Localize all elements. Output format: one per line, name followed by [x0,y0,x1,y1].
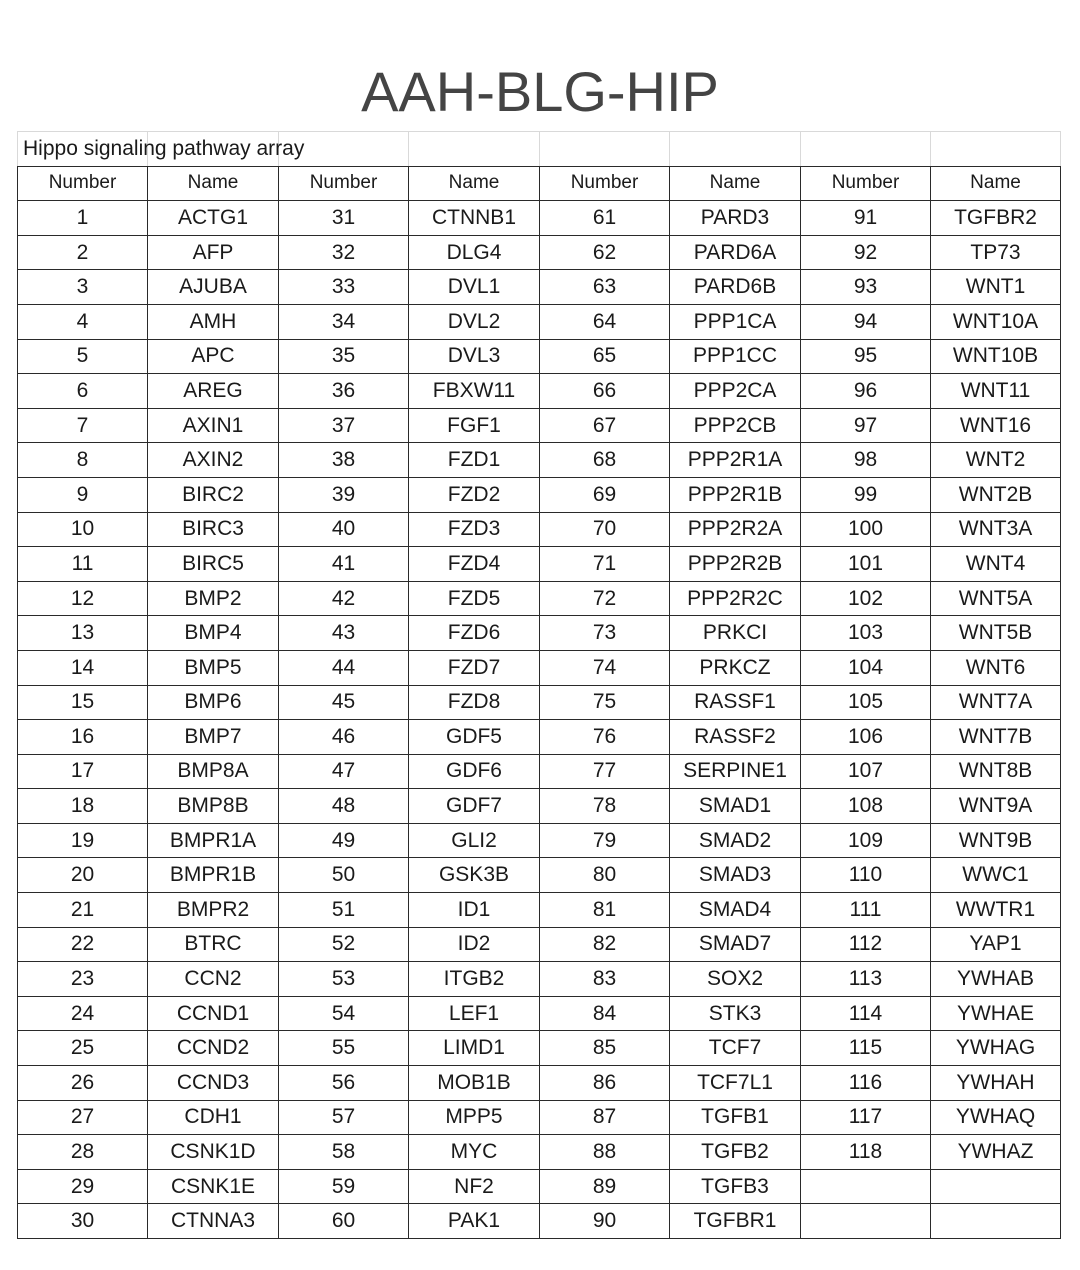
number-cell: 50 [279,858,409,893]
number-cell: 49 [279,823,409,858]
gene-name-cell: WNT11 [931,374,1061,409]
table-row [18,547,1061,582]
number-cell: 111 [801,893,931,928]
number-cell: 4 [18,304,148,339]
number-cell: 98 [801,443,931,478]
number-cell: 82 [540,927,670,962]
number-cell: 53 [279,962,409,997]
number-cell: 77 [540,754,670,789]
gene-name-cell: YAP1 [931,927,1061,962]
table-row [18,1135,1061,1170]
number-cell: 22 [18,927,148,962]
gene-name-cell: ID1 [409,893,540,928]
gene-name-cell: CTNNB1 [409,201,540,236]
number-cell: 43 [279,616,409,651]
gene-name-cell: FZD6 [409,616,540,651]
gene-name-cell: STK3 [670,996,801,1031]
number-cell: 51 [279,893,409,928]
gene-name-cell: PRKCZ [670,650,801,685]
number-cell: 96 [801,374,931,409]
gene-name-cell: WNT9B [931,823,1061,858]
gene-name-cell: WWC1 [931,858,1061,893]
gene-name-cell: BMP8A [148,754,279,789]
gene-name-cell: AJUBA [148,270,279,305]
gene-name-cell: BMP8B [148,789,279,824]
gene-name-cell: YWHAB [931,962,1061,997]
number-cell: 69 [540,477,670,512]
number-cell: 13 [18,616,148,651]
gene-name-cell: WNT4 [931,547,1061,582]
gene-name-cell: WNT9A [931,789,1061,824]
number-cell: 105 [801,685,931,720]
gene-name-cell: WWTR1 [931,893,1061,928]
table-row [18,1031,1061,1066]
number-cell: 83 [540,962,670,997]
column-header-number: Number [279,166,409,201]
number-cell: 112 [801,927,931,962]
number-cell: 29 [18,1169,148,1204]
gene-name-cell: PARD6B [670,270,801,305]
gene-name-cell: GLI2 [409,823,540,858]
number-cell: 113 [801,962,931,997]
table-row [18,858,1061,893]
number-cell: 63 [540,270,670,305]
gene-name-cell: TGFBR2 [931,201,1061,236]
number-cell: 5 [18,339,148,374]
number-cell: 73 [540,616,670,651]
number-cell: 37 [279,408,409,443]
number-cell: 94 [801,304,931,339]
number-cell: 72 [540,581,670,616]
gene-name-cell: CCND1 [148,996,279,1031]
gene-name-cell: MYC [409,1135,540,1170]
number-cell: 118 [801,1135,931,1170]
gene-name-cell: BIRC2 [148,477,279,512]
table-row [18,1169,1061,1204]
gene-name-cell: FZD8 [409,685,540,720]
number-cell: 58 [279,1135,409,1170]
gene-name-cell: WNT8B [931,754,1061,789]
gene-name-cell: WNT10B [931,339,1061,374]
page-title: AAH-BLG-HIP [361,60,719,123]
gene-name-cell: PAK1 [409,1204,540,1239]
number-cell: 89 [540,1169,670,1204]
number-cell: 16 [18,720,148,755]
number-cell: 67 [540,408,670,443]
number-cell: 103 [801,616,931,651]
number-cell: 87 [540,1100,670,1135]
number-cell: 31 [279,201,409,236]
number-cell: 74 [540,650,670,685]
gene-name-cell: PPP1CC [670,339,801,374]
number-cell: 15 [18,685,148,720]
number-cell: 36 [279,374,409,409]
table-row [18,685,1061,720]
gene-name-cell: WNT3A [931,512,1061,547]
gene-name-cell: BMPR2 [148,893,279,928]
gene-name-cell: TP73 [931,235,1061,270]
number-cell: 71 [540,547,670,582]
gene-name-cell: APC [148,339,279,374]
gene-name-cell: WNT1 [931,270,1061,305]
gene-name-cell: TGFBR1 [670,1204,801,1239]
gene-name-cell: RASSF1 [670,685,801,720]
number-cell: 55 [279,1031,409,1066]
gene-name-cell: ACTG1 [148,201,279,236]
number-cell: 61 [540,201,670,236]
column-header-name: Name [409,166,540,201]
gene-name-cell: AXIN1 [148,408,279,443]
number-cell: 39 [279,477,409,512]
number-cell: 75 [540,685,670,720]
number-cell: 66 [540,374,670,409]
number-cell: 42 [279,581,409,616]
gene-name-cell: FZD3 [409,512,540,547]
number-cell: 59 [279,1169,409,1204]
gene-name-cell: WNT7A [931,685,1061,720]
table-row [18,616,1061,651]
table-row [18,374,1061,409]
number-cell: 23 [18,962,148,997]
gene-name-cell: TCF7L1 [670,1066,801,1101]
number-cell: 18 [18,789,148,824]
number-cell: 97 [801,408,931,443]
number-cell: 56 [279,1066,409,1101]
number-cell: 95 [801,339,931,374]
gene-name-cell: TCF7 [670,1031,801,1066]
gene-name-cell: FGF1 [409,408,540,443]
number-cell: 45 [279,685,409,720]
number-cell: 84 [540,996,670,1031]
gene-name-cell: FBXW11 [409,374,540,409]
number-cell: 46 [279,720,409,755]
number-cell: 9 [18,477,148,512]
gene-name-cell: PPP2R2A [670,512,801,547]
number-cell: 92 [801,235,931,270]
gene-name-cell: GDF6 [409,754,540,789]
number-cell: 85 [540,1031,670,1066]
number-cell: 30 [18,1204,148,1239]
number-cell: 11 [18,547,148,582]
gene-name-cell: CSNK1E [148,1169,279,1204]
empty-cell [931,1204,1061,1239]
gene-name-cell: WNT5B [931,616,1061,651]
gene-name-cell: DVL1 [409,270,540,305]
table-row [18,927,1061,962]
number-cell: 38 [279,443,409,478]
table-row [18,823,1061,858]
gene-name-cell: TGFB2 [670,1135,801,1170]
table-row [18,1100,1061,1135]
gene-name-cell: CCND3 [148,1066,279,1101]
gene-name-cell: YWHAZ [931,1135,1061,1170]
number-cell: 21 [18,893,148,928]
gene-name-cell: PPP2R2C [670,581,801,616]
column-header-number: Number [801,166,931,201]
number-cell: 81 [540,893,670,928]
gene-name-cell: WNT10A [931,304,1061,339]
number-cell: 88 [540,1135,670,1170]
number-cell: 20 [18,858,148,893]
number-cell: 14 [18,650,148,685]
empty-cell [931,1169,1061,1204]
gene-name-cell: SOX2 [670,962,801,997]
gene-name-cell: BMPR1A [148,823,279,858]
number-cell: 28 [18,1135,148,1170]
gene-name-cell: WNT2 [931,443,1061,478]
table-caption: Hippo signaling pathway array [18,132,148,167]
gene-name-cell: PPP1CA [670,304,801,339]
table-row [18,270,1061,305]
gene-name-cell: SMAD2 [670,823,801,858]
gene-name-cell: PARD6A [670,235,801,270]
number-cell: 1 [18,201,148,236]
table-row [18,581,1061,616]
table-row [18,650,1061,685]
caption-filler-cell [409,132,540,167]
number-cell: 6 [18,374,148,409]
number-cell: 80 [540,858,670,893]
gene-name-cell: WNT7B [931,720,1061,755]
number-cell: 44 [279,650,409,685]
number-cell: 68 [540,443,670,478]
number-cell: 90 [540,1204,670,1239]
table-row [18,962,1061,997]
number-cell: 70 [540,512,670,547]
gene-name-cell: CCN2 [148,962,279,997]
number-cell: 54 [279,996,409,1031]
table-row [18,408,1061,443]
gene-name-cell: PPP2R1A [670,443,801,478]
gene-name-cell: BMP2 [148,581,279,616]
gene-name-cell: FZD7 [409,650,540,685]
number-cell: 8 [18,443,148,478]
table-row [18,443,1061,478]
number-cell: 40 [279,512,409,547]
number-cell: 114 [801,996,931,1031]
gene-name-cell: SMAD4 [670,893,801,928]
gene-name-cell: WNT5A [931,581,1061,616]
number-cell: 115 [801,1031,931,1066]
gene-name-cell: TGFB3 [670,1169,801,1204]
table-row [18,996,1061,1031]
caption-filler-cell [931,132,1061,167]
gene-name-cell: LEF1 [409,996,540,1031]
table-row [18,789,1061,824]
number-cell: 52 [279,927,409,962]
gene-name-cell: YWHAH [931,1066,1061,1101]
number-cell: 93 [801,270,931,305]
gene-name-cell: PARD3 [670,201,801,236]
number-cell: 10 [18,512,148,547]
gene-name-cell: ID2 [409,927,540,962]
caption-filler-cell [801,132,931,167]
empty-cell [801,1169,931,1204]
column-header-number: Number [540,166,670,201]
number-cell: 76 [540,720,670,755]
table-row [18,754,1061,789]
gene-name-cell: SMAD3 [670,858,801,893]
gene-name-cell: WNT2B [931,477,1061,512]
gene-name-cell: YWHAE [931,996,1061,1031]
table-row [18,235,1061,270]
number-cell: 64 [540,304,670,339]
number-cell: 24 [18,996,148,1031]
column-header-number: Number [18,166,148,201]
gene-name-cell: LIMD1 [409,1031,540,1066]
number-cell: 35 [279,339,409,374]
gene-name-cell: CTNNA3 [148,1204,279,1239]
number-cell: 117 [801,1100,931,1135]
number-cell: 19 [18,823,148,858]
number-cell: 86 [540,1066,670,1101]
gene-array-table [17,131,1061,1239]
table-row [18,1204,1061,1239]
gene-name-cell: BIRC5 [148,547,279,582]
number-cell: 78 [540,789,670,824]
gene-name-cell: FZD2 [409,477,540,512]
number-cell: 32 [279,235,409,270]
column-header-name: Name [931,166,1061,201]
number-cell: 12 [18,581,148,616]
number-cell: 26 [18,1066,148,1101]
number-cell: 57 [279,1100,409,1135]
gene-name-cell: DVL2 [409,304,540,339]
number-cell: 107 [801,754,931,789]
gene-name-cell: FZD5 [409,581,540,616]
number-cell: 2 [18,235,148,270]
gene-name-cell: BMPR1B [148,858,279,893]
gene-name-cell: AXIN2 [148,443,279,478]
number-cell: 79 [540,823,670,858]
number-cell: 7 [18,408,148,443]
gene-name-cell: TGFB1 [670,1100,801,1135]
number-cell: 48 [279,789,409,824]
caption-filler-cell [540,132,670,167]
gene-name-cell: FZD1 [409,443,540,478]
table-row [18,304,1061,339]
table-row [18,893,1061,928]
gene-name-cell: GDF5 [409,720,540,755]
gene-name-cell: AFP [148,235,279,270]
gene-name-cell: WNT16 [931,408,1061,443]
gene-name-cell: MPP5 [409,1100,540,1135]
gene-name-cell: BTRC [148,927,279,962]
caption-filler-cell [670,132,801,167]
number-cell: 41 [279,547,409,582]
number-cell: 62 [540,235,670,270]
number-cell: 25 [18,1031,148,1066]
number-cell: 27 [18,1100,148,1135]
gene-name-cell: PPP2R1B [670,477,801,512]
number-cell: 65 [540,339,670,374]
gene-name-cell: PPP2CA [670,374,801,409]
gene-name-cell: PPP2CB [670,408,801,443]
table-row [18,477,1061,512]
gene-name-cell: GSK3B [409,858,540,893]
table-row [18,339,1061,374]
gene-name-cell: BIRC3 [148,512,279,547]
number-cell: 110 [801,858,931,893]
number-cell: 91 [801,201,931,236]
table-row [18,201,1061,236]
column-header-name: Name [148,166,279,201]
gene-name-cell: ITGB2 [409,962,540,997]
gene-name-cell: DVL3 [409,339,540,374]
number-cell: 99 [801,477,931,512]
gene-name-cell: BMP4 [148,616,279,651]
number-cell: 102 [801,581,931,616]
number-cell: 60 [279,1204,409,1239]
gene-name-cell: RASSF2 [670,720,801,755]
gene-name-cell: PPP2R2B [670,547,801,582]
number-cell: 116 [801,1066,931,1101]
gene-name-cell: BMP5 [148,650,279,685]
gene-name-cell: AMH [148,304,279,339]
gene-name-cell: PRKCI [670,616,801,651]
gene-name-cell: BMP7 [148,720,279,755]
gene-name-cell: AREG [148,374,279,409]
gene-name-cell: YWHAG [931,1031,1061,1066]
number-cell: 108 [801,789,931,824]
gene-name-cell: CSNK1D [148,1135,279,1170]
number-cell: 101 [801,547,931,582]
number-cell: 33 [279,270,409,305]
number-cell: 106 [801,720,931,755]
number-cell: 104 [801,650,931,685]
number-cell: 100 [801,512,931,547]
number-cell: 17 [18,754,148,789]
header-row [18,166,1061,201]
empty-cell [801,1204,931,1239]
gene-name-cell: CCND2 [148,1031,279,1066]
gene-name-cell: DLG4 [409,235,540,270]
gene-name-cell: SMAD1 [670,789,801,824]
number-cell: 109 [801,823,931,858]
gene-name-cell: SMAD7 [670,927,801,962]
column-header-name: Name [670,166,801,201]
gene-name-cell: SERPINE1 [670,754,801,789]
number-cell: 3 [18,270,148,305]
caption-row [18,132,1061,167]
number-cell: 34 [279,304,409,339]
gene-name-cell: BMP6 [148,685,279,720]
gene-name-cell: GDF7 [409,789,540,824]
gene-name-cell: NF2 [409,1169,540,1204]
gene-name-cell: WNT6 [931,650,1061,685]
gene-name-cell: MOB1B [409,1066,540,1101]
table-row [18,512,1061,547]
gene-name-cell: YWHAQ [931,1100,1061,1135]
gene-name-cell: FZD4 [409,547,540,582]
gene-name-cell: CDH1 [148,1100,279,1135]
table-row [18,1066,1061,1101]
table-row [18,720,1061,755]
number-cell: 47 [279,754,409,789]
